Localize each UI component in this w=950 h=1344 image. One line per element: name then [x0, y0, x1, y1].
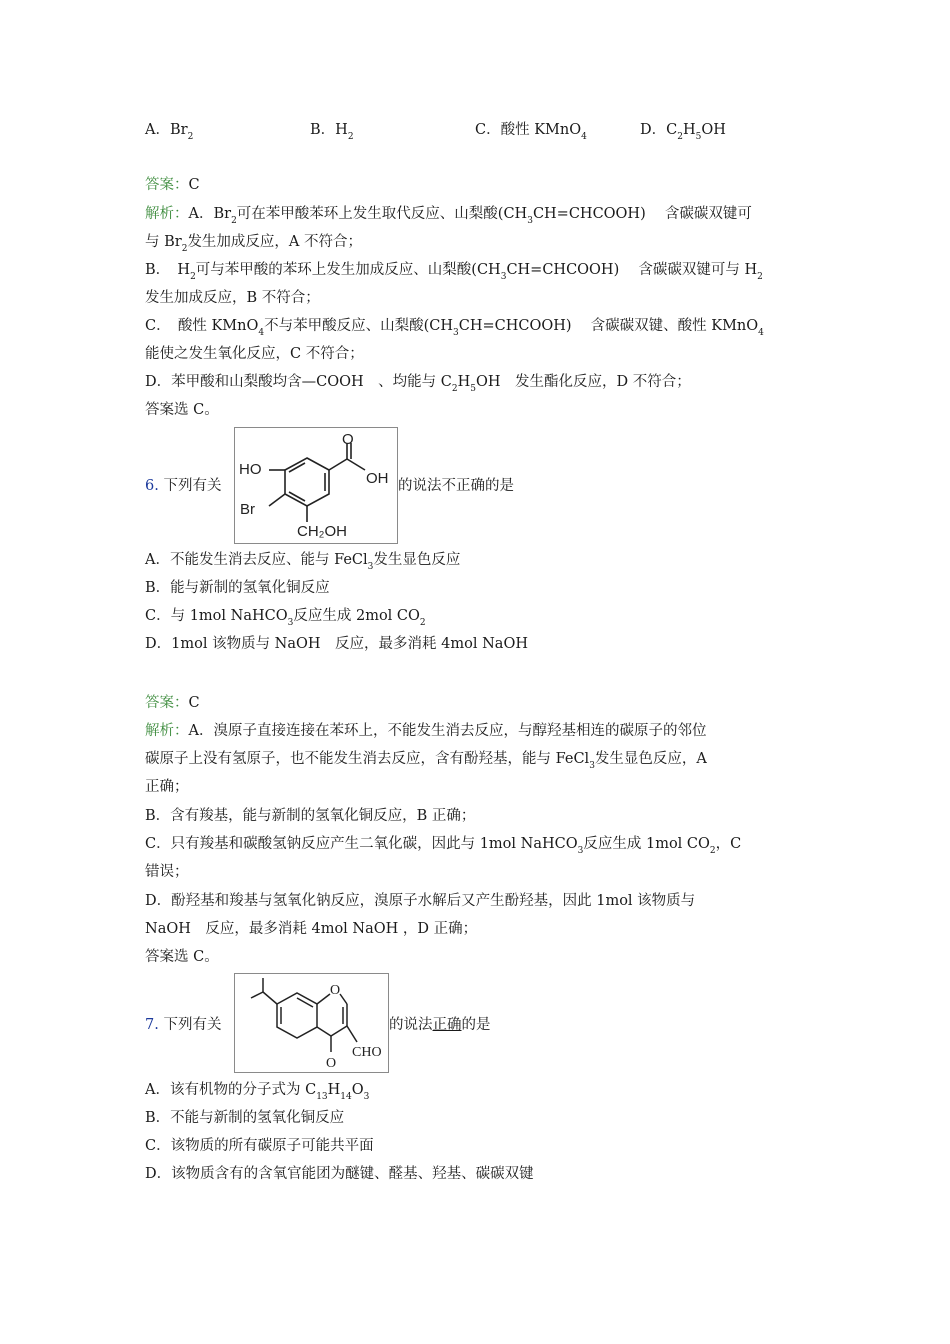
q5-option-b: B．$H_2$	[310, 122, 354, 142]
q6-stem-pre: 6. 下列有关	[145, 478, 222, 494]
q5-answer: 答案：C	[145, 177, 200, 193]
q5-analysis-b2: 发生加成反应，B 不符合；	[145, 290, 320, 306]
q6-stem-post: 的说法不正确的是	[398, 478, 514, 494]
q7-label-cho: CHO	[352, 1045, 382, 1060]
q6-molecule-diagram	[235, 428, 397, 543]
q7-label-keto-o: O	[326, 1056, 337, 1071]
q6-option-c: C．与 1mol NaHCO$_3$反应生成 2mol $CO_2$	[145, 608, 426, 628]
q7-option-c: C．该物质的所有碳原子可能共平面	[145, 1138, 374, 1154]
q6-analysis-end: 答案选 C。	[145, 949, 219, 965]
q6-label-o: O	[342, 431, 354, 448]
q5-analysis-c1: C． 酸性 KMnO$_4$不与苯甲酸反应、山梨酸$(CH_3CH=CHCOOH)$ 含碳碳双键、酸性 KMnO$_4$	[145, 318, 764, 338]
q7-stem-pre: 7. 下列有关	[145, 1017, 222, 1033]
q6-analysis-a1: 解析：A．溴原子直接连接在苯环上，不能发生消去反应，与醇羟基相连的碳原子的邻位	[145, 723, 707, 739]
q6-analysis-c1: C．只有羧基和碳酸氢钠反应产生二氧化碳，因此与 1mol NaHCO$_3$反应生成 1mol $CO_2$，C	[145, 836, 742, 856]
q5-option-a: A．$Br_2$	[145, 122, 194, 142]
q5-analysis-end: 答案选 C。	[145, 402, 219, 418]
q6-label-ch2oh: CH₂OH	[297, 523, 347, 540]
q5-analysis-a2: 与 $Br_2$发生加成反应，A 不符合；	[145, 234, 363, 254]
q6-label-ho: HO	[239, 461, 262, 478]
q5-option-d: D．$C_2H_5OH$	[640, 122, 726, 142]
q6-analysis-c2: 错误；	[145, 864, 189, 880]
q5-option-c: C．酸性 KMnO$_4$	[475, 122, 587, 142]
q7-structure-image	[234, 973, 389, 1073]
q6-answer: 答案：C	[145, 695, 200, 711]
q7-option-a: A．该有机物的分子式为 $C_{13}H_{14}O_3$	[145, 1082, 370, 1102]
q6-analysis-d1: D．酚羟基和羧基与氢氧化钠反应，溴原子水解后又产生酚羟基，因此 1mol 该物质与	[145, 893, 696, 909]
q7-molecule-diagram	[235, 974, 388, 1072]
q6-option-d: D．1mol 该物质与 NaOH 反应，最多消耗 4mol NaOH	[145, 636, 528, 652]
q6-analysis-b: B．含有羧基，能与新制的氢氧化铜反应，B 正确；	[145, 808, 476, 824]
q7-option-d: D．该物质含有的含氧官能团为醚键、醛基、羟基、碳碳双键	[145, 1166, 534, 1182]
q6-option-a: A．不能发生消去反应、能与 FeCl$_3$发生显色反应	[145, 552, 461, 572]
q5-analysis-a1: 解析：A．$Br_2$可在苯甲酸苯环上发生取代反应、山梨酸$(CH_3CH=CHCOOH)$ 含碳碳双键可	[145, 206, 752, 226]
q5-analysis-b1: B． $H_2$可与苯甲酸的苯环上发生加成反应、山梨酸$(CH_3CH=CHCOOH)$ 含碳碳双键可与 $H_2$	[145, 262, 763, 282]
q6-label-oh: OH	[366, 470, 389, 487]
q5-analysis-c2: 能使之发生氧化反应，C 不符合；	[145, 346, 364, 362]
q7-stem-post: 的说法正确的是	[389, 1017, 491, 1033]
q6-option-b: B．能与新制的氢氧化铜反应	[145, 580, 330, 596]
q6-analysis-a2: 碳原子上没有氢原子，也不能发生消去反应，含有酚羟基，能与 FeCl$_3$发生显色反应，A	[145, 751, 707, 771]
q6-label-br: Br	[240, 501, 255, 518]
q6-structure-image	[234, 427, 398, 544]
q6-analysis-d2: NaOH 反应，最多消耗 4mol NaOH ，D 正确；	[145, 921, 478, 937]
q5-analysis-d1: D．苯甲酸和山梨酸均含—COOH 、均能与 $C_2H_5OH$ 发生酯化反应，D 不符合；	[145, 374, 691, 394]
q7-label-ring-o: O	[330, 983, 341, 998]
q7-option-b: B．不能与新制的氢氧化铜反应	[145, 1110, 345, 1126]
q6-analysis-a3: 正确；	[145, 779, 189, 795]
